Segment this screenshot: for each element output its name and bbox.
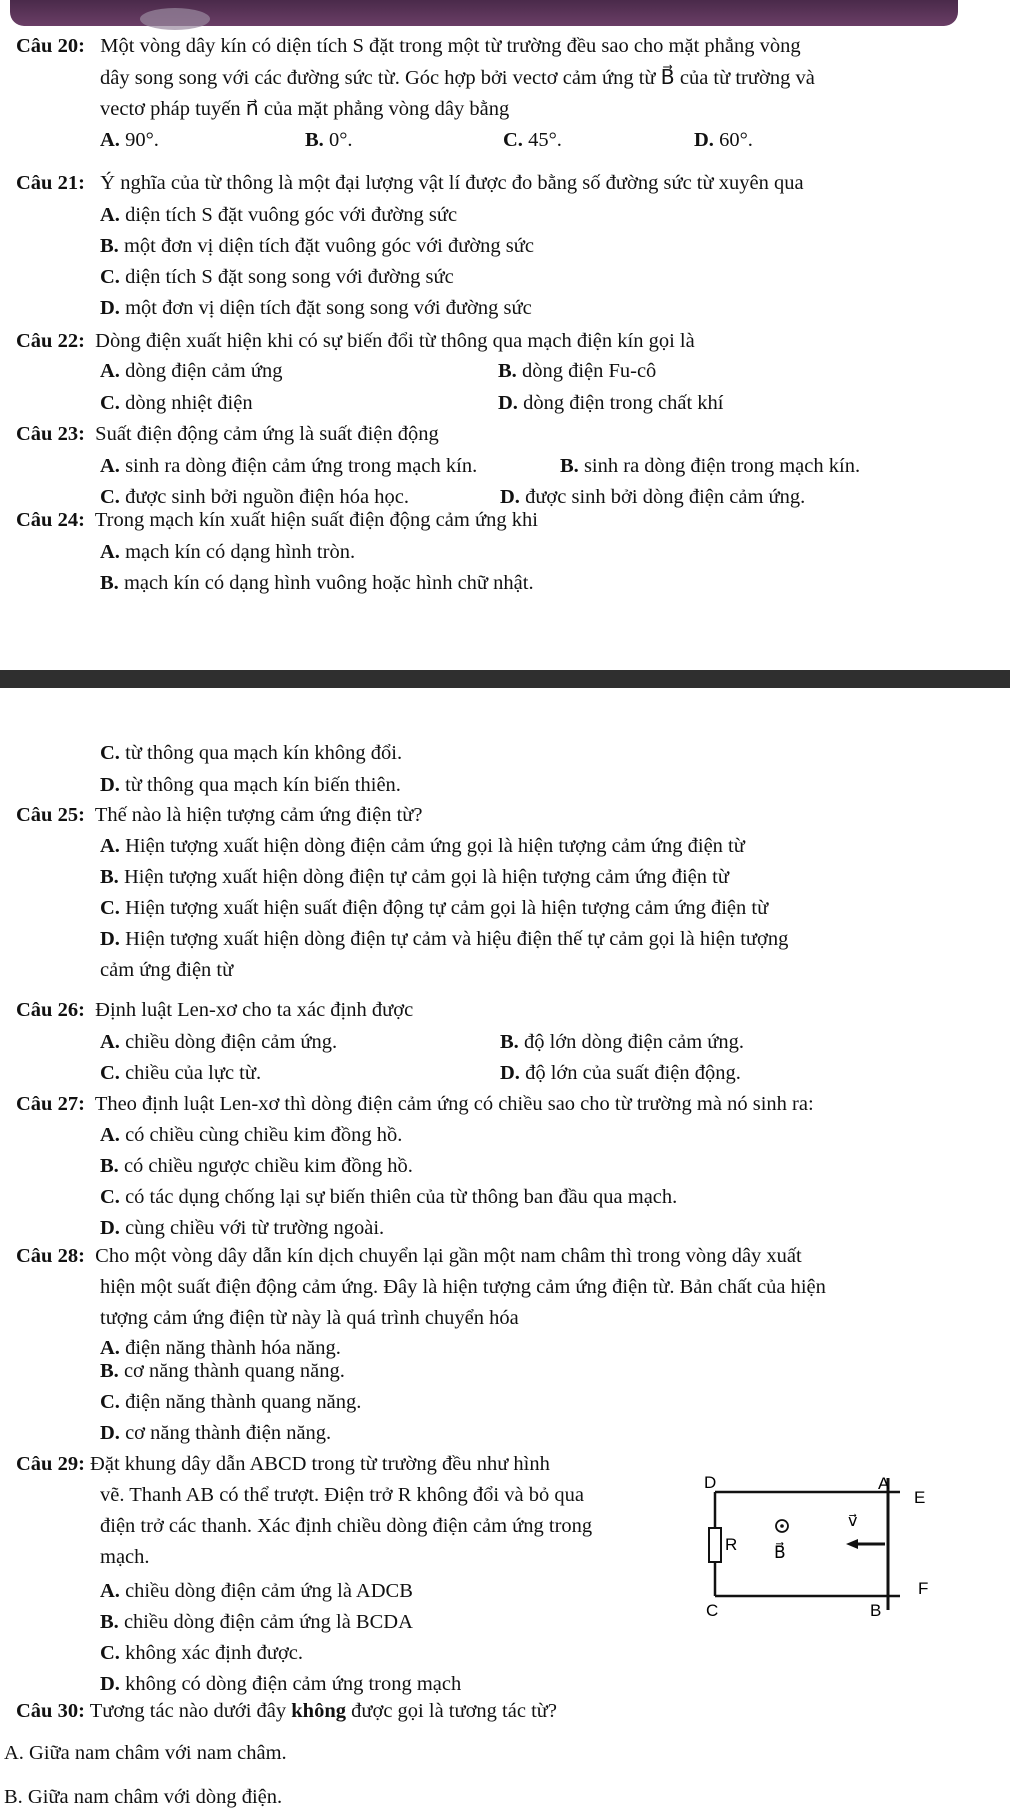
q26-option-c: C. chiều của lực từ. <box>100 1062 262 1084</box>
q24-option-d: D. từ thông qua mạch kín biến thiên. <box>100 774 401 796</box>
circuit-figure <box>700 1476 940 1616</box>
q25-option-a: A. Hiện tượng xuất hiện dòng điện cảm ứng gọi là hiện tượng cảm ứng điện từ <box>100 835 745 857</box>
q26-option-b: B. độ lớn dòng điện cảm ứng. <box>500 1031 745 1053</box>
q28-option-a: A. điện năng thành hóa năng. <box>100 1337 341 1359</box>
q25-stem: Câu 25: Thế nào là hiện tượng cảm ứng điện từ? <box>16 804 423 826</box>
q27-option-d: D. cùng chiều với từ trường ngoài. <box>100 1217 385 1239</box>
label-bvec: B⃗ <box>774 1543 786 1562</box>
q29-option-b: B. chiều dòng điện cảm ứng là BCDA <box>100 1611 413 1633</box>
q29-line3: điện trở các thanh. Xác định chiều dòng điện cảm ứng trong <box>100 1515 593 1537</box>
label-r: R <box>725 1535 738 1554</box>
label-f: F <box>918 1579 929 1598</box>
q25-option-d: D. Hiện tượng xuất hiện dòng điện tự cảm và hiệu điện thế tự cảm gọi là hiện tượng <box>100 928 789 950</box>
q29-option-d: D. không có dòng điện cảm ứng trong mạch <box>100 1673 462 1695</box>
q26-stem: Câu 26: Định luật Len-xơ cho ta xác định được <box>16 999 414 1021</box>
label-d: D <box>704 1476 717 1492</box>
q29-option-a: A. chiều dòng điện cảm ứng là ADCB <box>100 1580 413 1602</box>
q20-option-c: C. 45°. <box>503 129 562 151</box>
q22-option-a: A. dòng điện cảm ứng <box>100 360 283 382</box>
q23-option-a: A. sinh ra dòng điện cảm ứng trong mạch kín. <box>100 455 478 477</box>
q29-line4: mạch. <box>100 1546 150 1568</box>
q23-option-c: C. được sinh bởi nguồn điện hóa học. <box>100 486 409 508</box>
q27-option-a: A. có chiều cùng chiều kim đồng hồ. <box>100 1124 403 1146</box>
q21-option-a: A. diện tích S đặt vuông góc với đường sức <box>100 204 458 226</box>
q20-line2: dây song song với các đường sức từ. Góc hợp bởi vectơ cảm ứng từ B⃗ của từ trường và <box>100 67 815 89</box>
q21-stem: Câu 21: Ý nghĩa của từ thông là một đại lượng vật lí được đo bằng số đường sức từ xuyên qua <box>16 172 804 194</box>
q23-option-d: D. được sinh bởi dòng điện cảm ứng. <box>500 486 806 508</box>
q30-option-b: B. Giữa nam châm với dòng điện. <box>4 1786 283 1808</box>
q22-option-d: D. dòng điện trong chất khí <box>498 392 724 414</box>
label-v: v⃗ <box>848 1513 858 1530</box>
q22-option-c: C. dòng nhiệt điện <box>100 392 253 414</box>
q25-option-d-cont: cảm ứng điện từ <box>100 959 234 981</box>
q30-option-a: A. Giữa nam châm với nam châm. <box>4 1742 287 1764</box>
q29-line1: Câu 29: Đặt khung dây dẫn ABCD trong từ trường đều như hình <box>16 1453 550 1475</box>
q23-option-b: B. sinh ra dòng điện trong mạch kín. <box>560 455 861 477</box>
q29-option-c: C. không xác định được. <box>100 1642 304 1664</box>
q21-option-b: B. một đơn vị diện tích đặt vuông góc với đường sức <box>100 235 534 257</box>
label-b: B <box>870 1601 882 1616</box>
q23-stem: Câu 23: Suất điện động cảm ứng là suất điện động <box>16 423 439 445</box>
label-c: C <box>706 1601 719 1616</box>
q28-line3: tượng cảm ứng điện từ này là quá trình chuyển hóa <box>100 1307 519 1329</box>
q20-option-d: D. 60°. <box>694 129 753 151</box>
q29-line2: vẽ. Thanh AB có thể trượt. Điện trở R không đổi và bỏ qua <box>100 1484 584 1506</box>
label-e: E <box>914 1488 926 1507</box>
q20-option-a: A. 90°. <box>100 129 159 151</box>
q20-line3: vectơ pháp tuyến n⃗ của mặt phẳng vòng dây bằng <box>100 98 510 120</box>
q28-line2: hiện một suất điện động cảm ứng. Đây là hiện tượng cảm ứng điện từ. Bản chất của hiện <box>100 1276 826 1298</box>
q25-option-b: B. Hiện tượng xuất hiện dòng điện tự cảm gọi là hiện tượng cảm ứng điện từ <box>100 866 729 888</box>
q21-option-d: D. một đơn vị diện tích đặt song song với đường sức <box>100 297 532 319</box>
q20-option-b: B. 0°. <box>305 129 353 151</box>
resistor-icon <box>709 1528 721 1562</box>
arrowhead-icon <box>846 1539 858 1549</box>
q22-option-b: B. dòng điện Fu-cô <box>498 360 657 382</box>
q27-option-c: C. có tác dụng chống lại sự biến thiên của từ thông ban đầu qua mạch. <box>100 1186 678 1208</box>
q28-option-d: D. cơ năng thành điện năng. <box>100 1422 332 1444</box>
q28-option-b: B. cơ năng thành quang năng. <box>100 1360 345 1382</box>
q27-stem: Câu 27: Theo định luật Len-xơ thì dòng điện cảm ứng có chiều sao cho từ trường mà nó sinh ra: <box>16 1093 814 1115</box>
q20-line1: Câu 20: Một vòng dây kín có diện tích S đặt trong một từ trường đều sao cho mặt phẳng vòng <box>16 35 801 57</box>
q24-stem: Câu 24: Trong mạch kín xuất hiện suất điện động cảm ứng khi <box>16 509 538 531</box>
q27-option-b: B. có chiều ngược chiều kim đồng hồ. <box>100 1155 413 1177</box>
label-a: A <box>878 1476 890 1493</box>
q26-option-d: D. độ lớn của suất điện động. <box>500 1062 741 1084</box>
q30-stem: Câu 30: Tương tác nào dưới đây không được gọi là tương tác từ? <box>16 1700 557 1722</box>
q24-option-c: C. từ thông qua mạch kín không đổi. <box>100 742 403 764</box>
top-banner <box>0 0 1010 28</box>
q22-stem: Câu 22: Dòng điện xuất hiện khi có sự biến đổi từ thông qua mạch điện kín gọi là <box>16 330 695 352</box>
page-divider <box>0 670 1010 688</box>
q24-option-b: B. mạch kín có dạng hình vuông hoặc hình chữ nhật. <box>100 572 534 594</box>
q21-option-c: C. diện tích S đặt song song với đường sức <box>100 266 454 288</box>
q24-option-a: A. mạch kín có dạng hình tròn. <box>100 541 356 563</box>
q26-option-a: A. chiều dòng điện cảm ứng. <box>100 1031 338 1053</box>
q25-option-c: C. Hiện tượng xuất hiện suất điện động tự cảm gọi là hiện tượng cảm ứng điện từ <box>100 897 769 919</box>
field-dot <box>780 1524 784 1528</box>
q28-option-c: C. điện năng thành quang năng. <box>100 1391 362 1413</box>
q28-line1: Câu 28: Cho một vòng dây dẫn kín dịch chuyển lại gần một nam châm thì trong vòng dây xuất <box>16 1245 802 1267</box>
